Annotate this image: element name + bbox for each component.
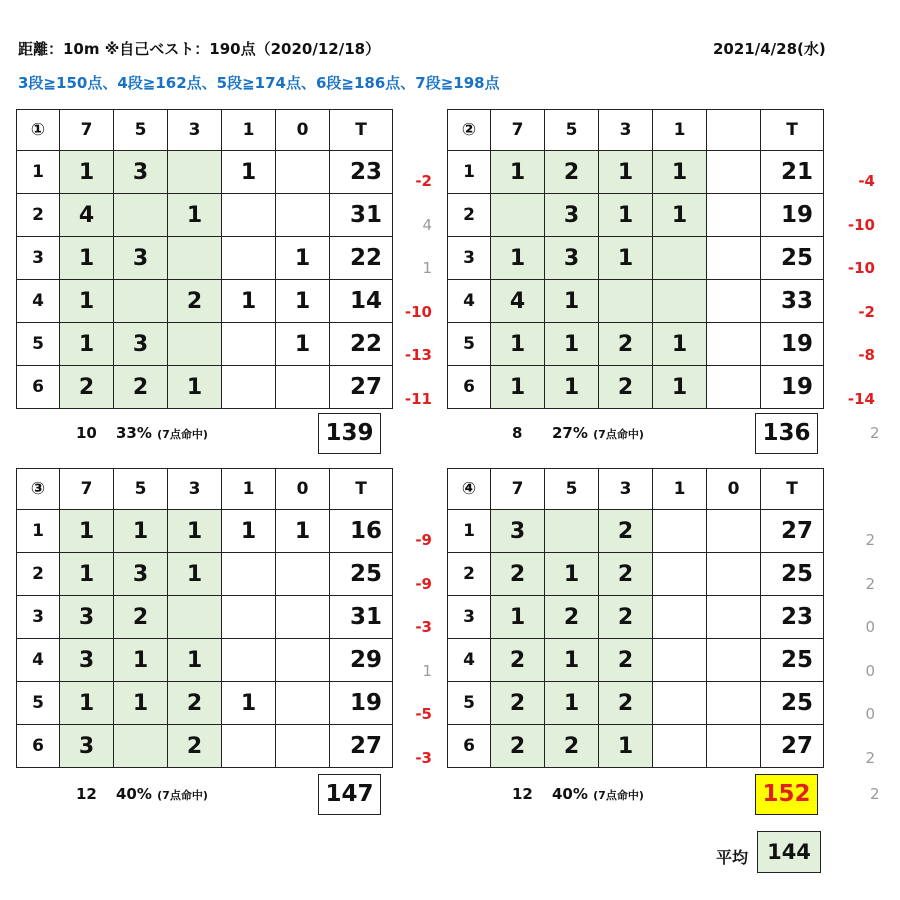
hit-count-cell: 3 [114,323,168,366]
end-number: 1 [17,510,60,553]
table-row [17,237,393,280]
table-row [448,194,824,237]
round-2-block [447,109,824,409]
hit-count-cell: 2 [114,596,168,639]
hit-count-cell [222,366,276,409]
table-row [17,280,393,323]
hit-count-cell: 1 [60,151,114,194]
column-header-score: 1 [222,110,276,151]
header-date: 2021/4/28(水) [713,40,826,58]
table-row [17,725,393,768]
table-row [17,510,393,553]
header-distance-best: 距離：10m ※自己ベスト：190点（2020/12/18） [18,40,381,58]
hit-count-cell: 2 [599,553,653,596]
hit-count-cell [168,237,222,280]
hit-count-cell [222,323,276,366]
hit-count-cell: 3 [545,237,599,280]
end-number: 3 [17,237,60,280]
hit-count-cell [707,510,761,553]
hit-count-cell: 1 [545,280,599,323]
hit-count-cell: 1 [276,237,330,280]
hit-count-cell: 1 [168,639,222,682]
hit-count-cell: 1 [545,323,599,366]
hit-count-cell: 1 [653,366,707,409]
hit-count-cell: 4 [60,194,114,237]
hit-count-cell [168,323,222,366]
end-total: 27 [761,725,824,768]
end-difference: 4 [422,215,432,234]
end-total: 16 [330,510,393,553]
hit-count-cell: 1 [168,366,222,409]
hit-count-cell: 1 [653,323,707,366]
round-total: 139 [318,413,381,454]
end-total: 27 [761,510,824,553]
end-total: 31 [330,194,393,237]
column-header-score: 5 [114,469,168,510]
end-total: 19 [761,194,824,237]
hit-count-cell: 1 [222,510,276,553]
column-header-score: 0 [276,110,330,151]
average-label: 平均 [716,848,749,867]
table-row [17,151,393,194]
end-difference: -11 [404,389,432,408]
end-difference: 1 [422,661,432,680]
table-row [448,151,824,194]
end-number: 1 [448,151,491,194]
hit-count-cell: 1 [60,280,114,323]
hit-count-cell: 1 [491,366,545,409]
hit-count-cell: 2 [491,553,545,596]
round-total: 136 [755,413,818,454]
hit-count-cell [114,725,168,768]
hit-count-cell: 1 [276,510,330,553]
table-row [17,682,393,725]
bullseye-note: (7点命中) [593,789,644,802]
column-header-total: T [761,110,824,151]
column-header-total: T [330,469,393,510]
end-number: 4 [448,639,491,682]
round-3-block [16,468,393,768]
end-difference: 0 [865,618,875,636]
end-difference: -5 [415,705,432,723]
hit-count-cell: 1 [599,237,653,280]
end-difference: -13 [404,346,432,364]
end-number: 5 [17,323,60,366]
hit-count-cell [653,553,707,596]
hit-count-cell: 3 [60,596,114,639]
hit-count-cell [707,682,761,725]
hit-count-cell: 1 [276,280,330,323]
end-difference: -9 [415,531,432,549]
hit-count-cell: 1 [491,596,545,639]
end-difference: -3 [415,748,432,767]
hit-count-cell: 2 [599,510,653,553]
table-row [17,366,393,409]
column-header-score: 0 [707,469,761,510]
hit-count-cell: 1 [599,151,653,194]
table-row [448,366,824,409]
hit-count-cell: 3 [545,194,599,237]
end-total: 21 [761,151,824,194]
end-difference: -8 [858,346,875,364]
hit-count-cell: 2 [599,323,653,366]
hit-count-cell [707,323,761,366]
end-total: 27 [330,725,393,768]
table-row [17,323,393,366]
round-id: ④ [448,469,491,510]
end-total: 19 [761,366,824,409]
end-number: 4 [17,639,60,682]
hit-count-cell: 1 [491,323,545,366]
hit-count-cell: 1 [168,553,222,596]
hit-count-cell: 1 [545,639,599,682]
hit-count-cell [114,280,168,323]
hit-count-cell [276,596,330,639]
column-header-score: 5 [545,469,599,510]
end-total: 19 [330,682,393,725]
round-3-table [16,468,393,768]
hit-count-cell: 2 [491,725,545,768]
round-id: ③ [17,469,60,510]
hit-count-cell: 3 [114,151,168,194]
end-number: 5 [17,682,60,725]
column-header-score: 0 [276,469,330,510]
column-header-score: 5 [114,110,168,151]
round-side-note: 2 [870,785,880,803]
hit-count-cell: 1 [168,510,222,553]
hit-count-cell [707,366,761,409]
hit-count-cell [222,237,276,280]
hit-count-cell [222,725,276,768]
hit-count-cell [653,237,707,280]
table-row [448,553,824,596]
column-header-score [707,110,761,151]
hit-count-cell: 1 [168,194,222,237]
round-1-block [16,109,393,409]
hit-count-cell: 2 [599,366,653,409]
hit-count-cell [653,596,707,639]
hit-count-cell: 3 [60,639,114,682]
end-number: 6 [17,725,60,768]
end-total: 33 [761,280,824,323]
end-difference: 0 [865,661,875,680]
end-total: 25 [761,682,824,725]
column-header-total: T [761,469,824,510]
end-number: 6 [448,366,491,409]
column-header-score: 3 [168,110,222,151]
hit-count-cell: 1 [653,194,707,237]
round-total: 152 [755,774,818,815]
column-header-score: 1 [653,110,707,151]
end-number: 3 [17,596,60,639]
hit-count-cell [276,553,330,596]
column-header-score: 7 [60,110,114,151]
hit-count-cell: 3 [491,510,545,553]
table-row [448,725,824,768]
table-row [448,682,824,725]
end-difference: -10 [847,215,875,234]
hit-count-cell: 1 [222,151,276,194]
column-header-score: 7 [491,469,545,510]
end-total: 25 [761,237,824,280]
round-2-table [447,109,824,409]
hit-count-cell [276,682,330,725]
round-4-block [447,468,824,768]
end-difference: -14 [847,389,875,408]
end-total: 22 [330,323,393,366]
hit-count-cell: 2 [545,596,599,639]
hit-count-cell [707,725,761,768]
hit-count-cell: 1 [60,237,114,280]
round-1-table [16,109,393,409]
end-number: 1 [448,510,491,553]
end-difference: -4 [858,172,875,190]
end-number: 2 [17,194,60,237]
hit-count-cell [653,682,707,725]
end-difference: 1 [422,259,432,277]
table-row [448,237,824,280]
hit-count-cell: 1 [60,510,114,553]
hit-count-cell [707,596,761,639]
bullseye-percentage: 40% (7点命中) [552,785,644,803]
round-id: ① [17,110,60,151]
table-row [448,323,824,366]
hit-count-cell: 1 [60,323,114,366]
table-row [17,639,393,682]
column-header-score: 1 [222,469,276,510]
round-total: 147 [318,774,381,815]
hit-count-cell: 3 [114,237,168,280]
end-number: 5 [448,682,491,725]
end-total: 25 [761,553,824,596]
end-number: 3 [448,596,491,639]
hit-count-cell [707,553,761,596]
hit-count-cell: 2 [168,280,222,323]
bullseye-count: 12 [76,785,97,803]
hit-count-cell: 1 [545,682,599,725]
hit-count-cell [276,151,330,194]
hit-count-cell: 3 [114,553,168,596]
hit-count-cell: 1 [60,682,114,725]
hit-count-cell [168,151,222,194]
hit-count-cell [707,194,761,237]
end-difference: -10 [404,302,432,321]
column-header-score: 3 [168,469,222,510]
hit-count-cell: 2 [599,596,653,639]
bullseye-count: 12 [512,785,533,803]
hit-count-cell: 1 [114,639,168,682]
hit-count-cell: 2 [168,725,222,768]
end-number: 2 [17,553,60,596]
hit-count-cell: 1 [491,237,545,280]
end-difference: -2 [415,172,432,190]
bullseye-percentage: 40% (7点命中) [116,785,208,803]
bullseye-percentage: 33% (7点命中) [116,424,208,442]
column-header-total: T [330,110,393,151]
table-row [448,510,824,553]
end-number: 3 [448,237,491,280]
hit-count-cell: 1 [599,725,653,768]
column-header-score: 7 [60,469,114,510]
header-rank-thresholds: 3段≧150点、4段≧162点、5段≧174点、6段≧186点、7段≧198点 [18,74,500,92]
hit-count-cell [545,510,599,553]
end-total: 23 [330,151,393,194]
hit-count-cell: 1 [222,682,276,725]
hit-count-cell: 2 [491,682,545,725]
bullseye-note: (7点命中) [593,428,644,441]
end-number: 4 [17,280,60,323]
hit-count-cell: 1 [653,151,707,194]
hit-count-cell [222,553,276,596]
bullseye-count: 10 [76,424,97,442]
hit-count-cell [653,280,707,323]
end-total: 22 [330,237,393,280]
end-total: 19 [761,323,824,366]
hit-count-cell: 1 [276,323,330,366]
hit-count-cell: 2 [114,366,168,409]
column-header-score: 3 [599,469,653,510]
hit-count-cell [276,725,330,768]
end-total: 25 [330,553,393,596]
bullseye-note: (7点命中) [157,428,208,441]
end-number: 4 [448,280,491,323]
hit-count-cell [222,639,276,682]
end-difference: -3 [415,618,432,636]
hit-count-cell: 3 [60,725,114,768]
hit-count-cell [707,639,761,682]
hit-count-cell: 2 [599,682,653,725]
hit-count-cell [653,725,707,768]
table-row [17,194,393,237]
end-number: 1 [17,151,60,194]
hit-count-cell: 2 [599,639,653,682]
end-number: 6 [17,366,60,409]
column-header-score: 3 [599,110,653,151]
hit-count-cell [168,596,222,639]
bullseye-count: 8 [512,424,523,442]
bullseye-note: (7点命中) [157,789,208,802]
end-total: 25 [761,639,824,682]
hit-count-cell [222,194,276,237]
round-4-table [447,468,824,768]
hit-count-cell [276,194,330,237]
hit-count-cell [276,639,330,682]
end-difference: 2 [865,574,875,593]
end-difference: 0 [865,705,875,723]
hit-count-cell [114,194,168,237]
end-difference: -9 [415,574,432,593]
end-total: 27 [330,366,393,409]
bullseye-percentage: 27% (7点命中) [552,424,644,442]
hit-count-cell: 2 [545,151,599,194]
hit-count-cell [653,510,707,553]
end-total: 29 [330,639,393,682]
hit-count-cell: 1 [545,553,599,596]
end-total: 14 [330,280,393,323]
hit-count-cell [276,366,330,409]
hit-count-cell [707,237,761,280]
average-value: 144 [757,831,821,873]
column-header-score: 5 [545,110,599,151]
table-row [448,596,824,639]
hit-count-cell [707,280,761,323]
end-number: 6 [448,725,491,768]
hit-count-cell [707,151,761,194]
end-number: 5 [448,323,491,366]
table-row [448,639,824,682]
end-number: 2 [448,194,491,237]
hit-count-cell: 1 [114,682,168,725]
hit-count-cell: 2 [545,725,599,768]
hit-count-cell: 1 [599,194,653,237]
hit-count-cell: 1 [545,366,599,409]
hit-count-cell: 1 [491,151,545,194]
hit-count-cell: 2 [60,366,114,409]
hit-count-cell: 4 [491,280,545,323]
hit-count-cell [653,639,707,682]
end-difference: -2 [858,302,875,321]
hit-count-cell: 1 [222,280,276,323]
end-total: 23 [761,596,824,639]
table-row [448,280,824,323]
hit-count-cell: 1 [114,510,168,553]
hit-count-cell: 2 [491,639,545,682]
column-header-score: 1 [653,469,707,510]
hit-count-cell: 2 [168,682,222,725]
table-row [17,596,393,639]
end-number: 2 [448,553,491,596]
hit-count-cell [491,194,545,237]
hit-count-cell [222,596,276,639]
end-difference: -10 [847,259,875,277]
column-header-score: 7 [491,110,545,151]
hit-count-cell: 1 [60,553,114,596]
end-difference: 2 [865,531,875,549]
end-difference: 2 [865,748,875,767]
end-total: 31 [330,596,393,639]
hit-count-cell [599,280,653,323]
round-side-note: 2 [870,424,880,442]
table-row [17,553,393,596]
round-id: ② [448,110,491,151]
